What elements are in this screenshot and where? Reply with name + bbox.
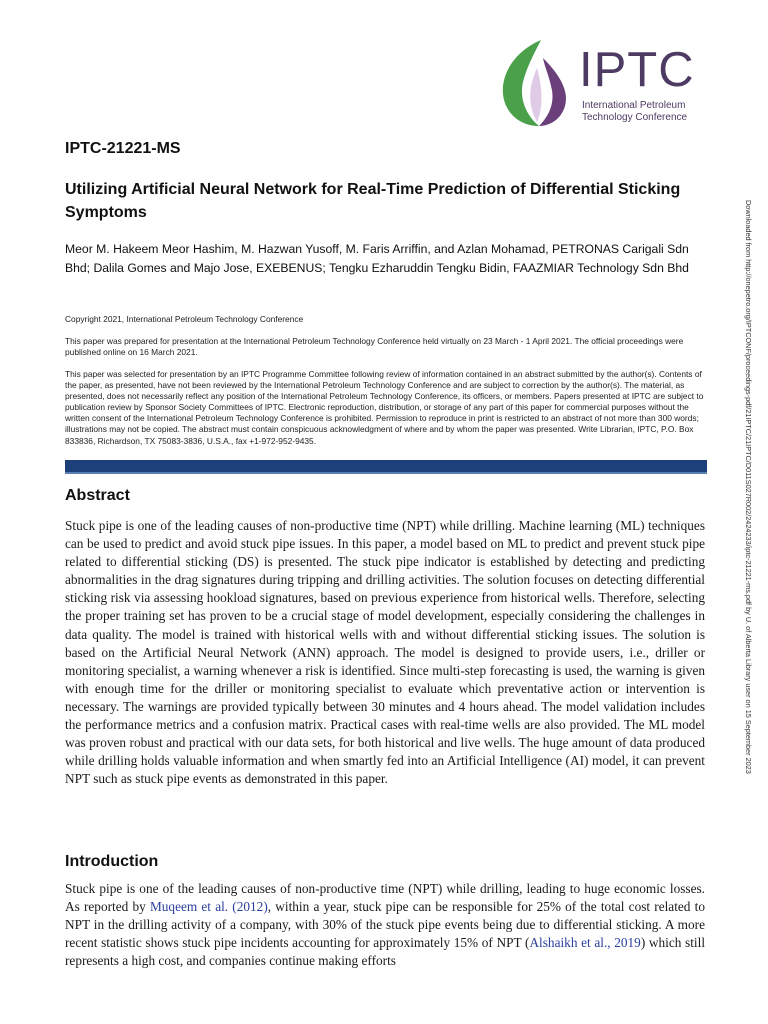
paper-id: IPTC-21221-MS <box>65 140 181 157</box>
intro-text-part-3: ) which still represents a high cost, and companies continue making efforts <box>65 935 706 969</box>
author-list: Meor M. Hakeem Meor Hashim, M. Hazwan Yusoff, M. Faris Arriffin, and Azlan Mohamad, PETRONAS Carigali Sdn Bhd; Dalila Gomes and Majo Jose, EXEBENUS; Tengku Ezharuddin Tengku Bidin, FAAZMIAR Technology Sdn Bhd <box>65 242 689 275</box>
intro-text-part-2: , within a year, stuck pipe can be responsible for 25% of the total cost related to NPT in the drilling activity of a company, with 30% of the stuck pipe events being due to differential sticking. A more recent statistic shows stuck pipe incidents accounting for approximately 15% of NPT ( <box>65 899 705 951</box>
abstract-heading: Abstract <box>65 487 130 504</box>
introduction-heading: Introduction <box>65 853 159 870</box>
selection-disclaimer: This paper was selected for presentation by an IPTC Programme Committee following review of information contained in an abstract submitted by the author(s). Contents of the paper, as presented, have not been reviewed by the International Petroleum Technology Conference and are subject to correction by the author(s). The material, as presented, does not necessarily reflect any position of the International Petroleum Technology Conference, its officers, or members. Papers presented at IPTC are subject to publication review by Sponsor Society Committees of IPTC. Electronic reproduction, distribution, or storage of any part of this paper for commercial purposes without the written consent of the International Petroleum Technology Conference is prohibited. Permission to reproduce in print is restricted to an abstract of not more than 300 words; illustrations may not be copied. The abstract must contain conspicuous acknowledgment of where and by whom the paper was presented. Write Librarian, IPTC, P.O. Box 833836, Richardson, TX 75083-3836, U.S.A., fax +1-972-952-9435. <box>65 369 704 446</box>
citation-link-muqeem[interactable]: Muqeem et al. (2012) <box>149 899 268 915</box>
logo-subtitle <box>582 100 687 124</box>
presentation-note: This paper was prepared for presentation at the International Petroleum Technology Conference held virtually on 23 March - 1 April 2021. The official proceedings were published online on 16 March 2021. <box>65 336 684 358</box>
abstract-text: Stuck pipe is one of the leading causes of non-productive time (NPT) while drilling. Machine learning (ML) techniques can be used to predict and avoid stuck pipe issues. In this paper, a model based on ML to predict and prevent stuck pipe related to differential sticking (DS) is presented. The stuck pipe indicator is established by detecting and predicting abnormalities in the drag signatures during tripping and drilling activities. The solution focuses on detecting differential sticking risk via assessing hookload signatures, based on previous experience from historical wells. Therefore, selecting the proper training set has proven to be a crucial stage of model development, especially considering the challenges in data quality. The model is trained with historical wells with and without differential sticking issues. The solution is based on the Artificial Neural Network (ANN) approach. The model is designed to provide users, i.e., driller or monitoring specialist, a warning whenever a risk is identified. Since multi-step forecasting is used, the warning is given with enough time for the driller or monitoring specialist to evaluate which preventative action or intervention is necessary. The warnings are provided typically between 30 minutes and 4 hours ahead. The model validation includes the performance metrics and a confusion matrix. Practical cases with real-time wells are also provided. The ML model was proven robust and practical with our data sets, for both historical and live wells. The huge amount of data produced while drilling holds valuable information and when smartly fed into an Artificial Intelligence (AI) model, it can prevent NPT such as stuck pipe events as demonstrated in this paper. <box>65 518 705 787</box>
copyright-notice: Copyright 2021, International Petroleum Technology Conference <box>65 314 304 324</box>
introduction-text <box>65 880 705 970</box>
iptc-logo <box>497 38 707 128</box>
paper-title: Utilizing Artificial Neural Network for Real-Time Prediction of Differential Sticking Symptoms <box>65 181 681 221</box>
download-watermark-text: Downloaded from http://onepetro.org/IPTCONF/proceedings-pdf/21IPTC/21IPTC/D011S027R002/2424233/iptc-21221-ms.pdf by U. of Alberta Library user on 15 September 2023 <box>744 200 753 774</box>
header-divider-bar <box>65 460 707 474</box>
citation-link-alshaikh[interactable]: Alshaikh et al., 2019 <box>529 935 641 951</box>
intro-text-part-1: Stuck pipe is one of the leading causes of non-productive time (NPT) while drilling, leading to huge economic losses. As reported by <box>65 881 705 915</box>
logo-wordmark: IPTC <box>579 43 695 97</box>
logo-subtitle-line-2: Technology Conference <box>582 112 688 123</box>
flame-droplet-icon <box>497 38 577 128</box>
logo-subtitle-line-1: International Petroleum <box>582 100 686 111</box>
download-watermark <box>744 200 754 990</box>
